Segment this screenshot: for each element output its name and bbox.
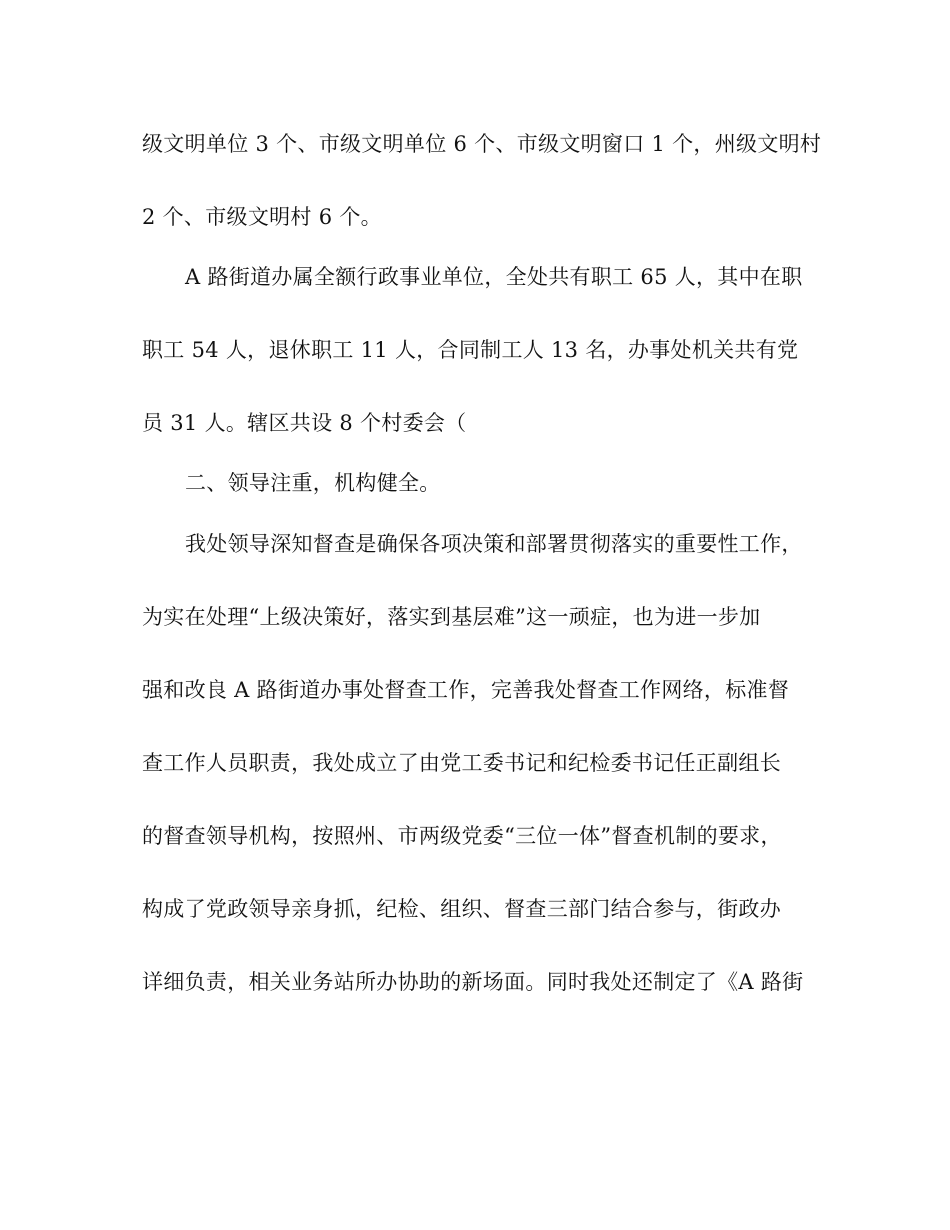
text-line: 级文明单位 3 个、市级文明单位 6 个、市级文明窗口 1 个，州级文明村 — [142, 132, 822, 156]
paragraph-start: 我处领导深知督查是确保各项决策和部署贯彻落实的重要性工作， — [185, 532, 803, 556]
paragraph-start: A 路街道办属全额行政事业单位，全处共有职工 65 人，其中在职 — [185, 265, 803, 289]
text-line: 为实在处理“上级决策好，落实到基层难”这一顽症，也为进一步加 — [142, 605, 761, 629]
text-line: 的督查领导机构，按照州、市两级党委“三位一体”督查机制的要求， — [142, 824, 782, 848]
section-heading: 二、领导注重，机构健全。 — [185, 471, 441, 495]
text-line: 详细负责，相关业务站所办协助的新场面。同时我处还制定了《A 路街 — [142, 970, 804, 994]
text-line: 2 个、市级文明村 6 个。 — [142, 205, 382, 229]
text-line: 强和改良 A 路街道办事处督查工作，完善我处督查工作网络，标准督 — [142, 678, 790, 702]
text-line: 构成了党政领导亲身抓，纪检、组织、督查三部门结合参与，街政办 — [142, 897, 781, 921]
text-line: 查工作人员职责，我处成立了由党工委书记和纪检委书记任正副组长 — [142, 751, 781, 775]
text-line: 职工 54 人，退休职工 11 人，合同制工人 13 名，办事处机关共有党 — [142, 338, 799, 362]
text-line: 员 31 人。辖区共设 8 个村委会（ — [142, 411, 467, 435]
